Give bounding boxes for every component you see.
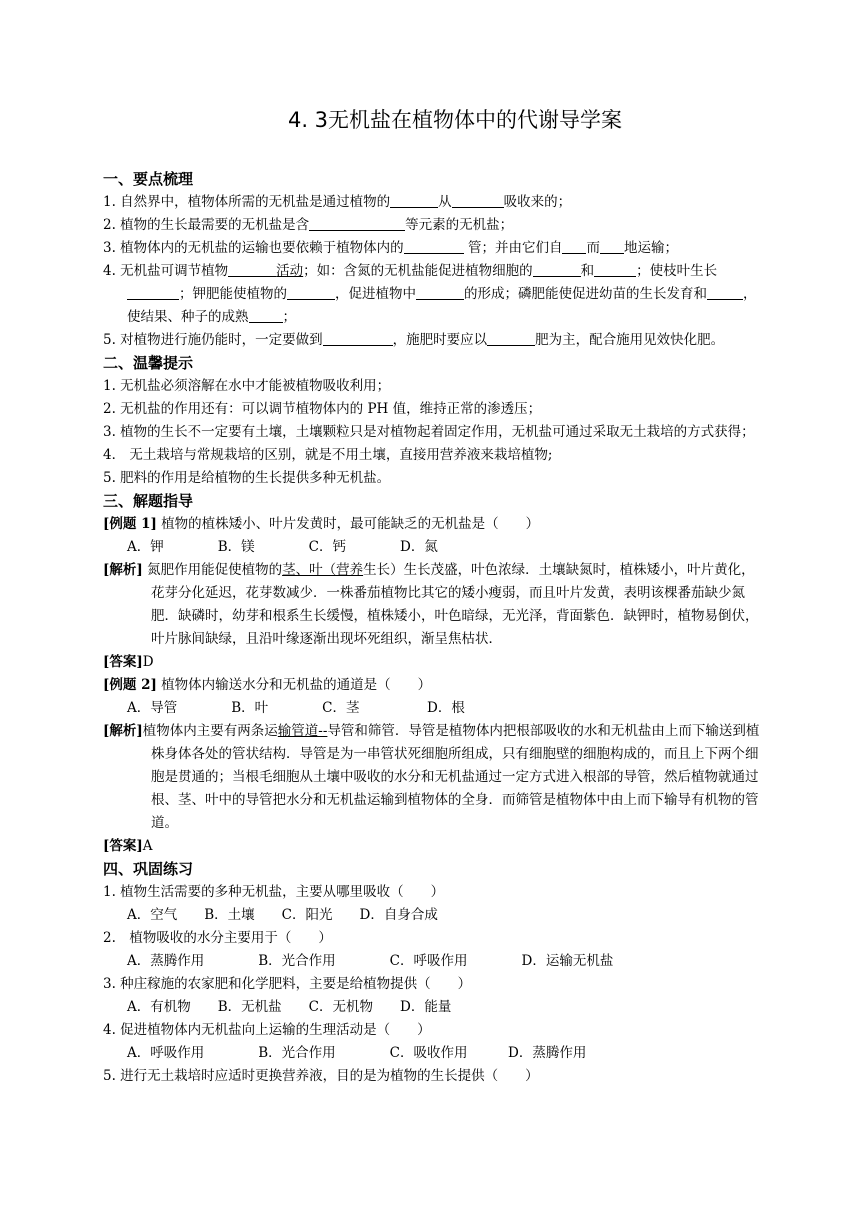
fill-question-1: 1. 自然界中，植物体所需的无机盐是通过植物的 从 吸收来的； [103, 194, 572, 210]
example-2-options: A．导管 B．叶 C．茎 D．根 [127, 700, 465, 716]
section-heading-practice: 四、巩固练习 [103, 860, 194, 878]
blank [452, 193, 504, 208]
blank [404, 239, 464, 254]
practice-question-1-options: A．空气 B．土壤 C．阳光 D．自身合成 [127, 907, 438, 923]
tip-item: 4． 无土栽培与常规栽培的区别，就是不用土壤，直接用营养液来栽培植物; [103, 447, 553, 463]
document-body [103, 168, 763, 1088]
tip-item: 1. 无机盐必须溶解在水中才能被植物吸收利用； [103, 378, 391, 394]
blank [594, 262, 636, 277]
section-heading-guidance: 三、解题指导 [103, 492, 194, 510]
blank [228, 262, 276, 277]
practice-question-2: 2. 植物吸收的水分主要用于（ ） [103, 930, 332, 946]
analysis-2: [解析]植物体内主要有两条运输管道--导管和筛管．导管是植物体内把根部吸收的水和无机盐由上而下输送到植株身体各处的管状结构．导管是为一串管状死细胞所组成，只有细胞壁的细胞构成的，而且上下两个细胞是贯通的；当根毛细胞从土壤中吸收的水分和无机盐通过一定方式进入根部的导管，然后植物就通过根、茎、叶中的导管把水分和无机盐运输到植物体的全身．而筛管是植物体中由上而下输导有机物的管道。 [103, 723, 760, 831]
page-title: 4. 3无机盐在植物体中的代谢导学案 [287, 108, 623, 132]
practice-question-3: 3. 种庄稼施的农家肥和化学肥料，主要是给植物提供（ ） [103, 976, 472, 992]
example-1-options: A．钾 B．镁 C．钙 D．氮 [127, 539, 438, 555]
fill-question-4: 4. 无机盐可调节植物 活动；如：含氮的无机盐能促进植物细胞的 和 ；使枝叶生长；钾肥能使植物的 ，促进植物中 的形成；磷肥能使促进幼苗的生长发育和 ，使结果、种子的成熟 ； [103, 263, 757, 325]
tip-item: 3. 植物的生长不一定要有土壤，土壤颗粒只是对植物起着固定作用，无机盐可通过采取无土栽培的方式获得； [103, 424, 755, 440]
blank [287, 285, 335, 300]
example-2: [例题 2] 植物体内输送水分和无机盐的通道是（ ） [103, 677, 432, 693]
analysis-1: [解析] 氮肥作用能促使植物的茎、叶（营养生长）生长茂盛，叶色浓绿．土壤缺氮时，植株矮小，叶片黄化，花芽分化延迟，花芽数减少．一株番茄植物比其它的矮小瘦弱，而且叶片发黄，表明该棵番茄缺少氮肥．缺磷时，幼芽和根系生长缓慢，植株矮小，叶色暗绿，无光泽，背面紫色．缺钾时，植物易倒伏，叶片脉间缺绿，且沿叶缘逐渐出现坏死组织，渐呈焦枯状． [103, 562, 759, 647]
section-heading-tips: 二、温馨提示 [103, 354, 194, 372]
blank [309, 216, 405, 231]
blank [600, 239, 624, 254]
example-1: [例题 1] 植物的植株矮小、叶片发黄时，最可能缺乏的无机盐是（ ） [103, 516, 540, 532]
blank [487, 331, 535, 346]
section-heading-key-points: 一、要点梳理 [103, 170, 194, 188]
practice-question-4: 4. 促进植物体内无机盐向上运输的生理活动是（ ） [103, 1022, 431, 1038]
blank [323, 331, 393, 346]
blank [533, 262, 581, 277]
fill-question-5: 5. 对植物进行施仍能时，一定要做到 ，施肥时要应以 肥为主，配合施用见效快化肥。 [103, 332, 725, 348]
fill-question-3: 3. 植物体内的无机盐的运输也要依赖于植物体内的 管；并由它们自 而 地运输； [103, 240, 678, 256]
blank [562, 239, 586, 254]
fill-question-2: 2. 植物的生长最需要的无机盐是含 等元素的无机盐； [103, 217, 514, 233]
practice-question-1: 1. 植物生活需要的多种无机盐，主要从哪里吸收（ ） [103, 884, 445, 900]
tip-item: 2. 无机盐的作用还有：可以调节植物体内的 PH 值，维持正常的渗透压； [103, 401, 542, 417]
blank [416, 285, 464, 300]
practice-question-5: 5. 进行无土栽培时应适时更换营养液，目的是为植物的生长提供（ ） [103, 1068, 539, 1084]
answer-1: [答案]D [103, 654, 154, 670]
blank [707, 285, 743, 300]
blank [249, 308, 283, 323]
blank [390, 193, 438, 208]
practice-question-2-options: A．蒸腾作用 B．光合作用 C．呼吸作用 D．运输无机盐 [127, 953, 614, 969]
tip-item: 5. 肥料的作用是给植物的生长提供多种无机盐。 [103, 470, 391, 486]
answer-2: [答案]A [103, 838, 153, 854]
blank [127, 285, 179, 300]
practice-question-4-options: A．呼吸作用 B．光合作用 C．吸收作用 D．蒸腾作用 [127, 1045, 587, 1061]
practice-question-3-options: A．有机物 B．无机盐 C．无机物 D．能量 [127, 999, 452, 1015]
